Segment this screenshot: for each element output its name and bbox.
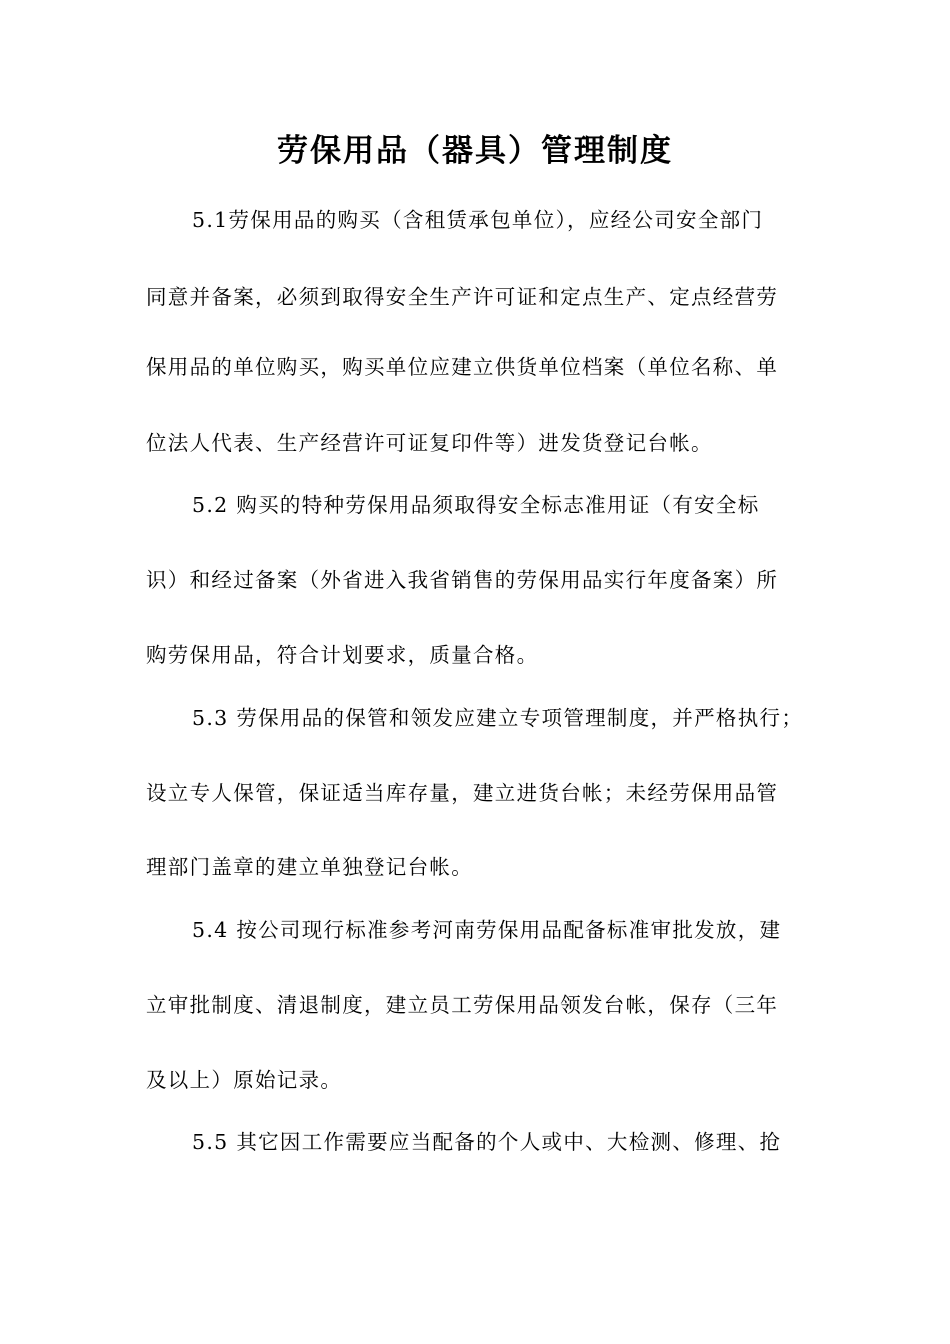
paragraph-line: 位法人代表、生产经营许可证复印件等）进发货登记台帐。 (146, 431, 713, 455)
paragraph-line: 立审批制度、清退制度，建立员工劳保用品领发台帐，保存（三年 (146, 993, 779, 1017)
paragraph-line: 识）和经过备案（外省进入我省销售的劳保用品实行年度备案）所 (146, 568, 779, 592)
paragraph-line: 同意并备案，必须到取得安全生产许可证和定点生产、定点经营劳 (146, 285, 779, 309)
document-title: 劳保用品（器具）管理制度 (277, 133, 673, 169)
paragraph-line: 及以上）原始记录。 (146, 1068, 343, 1092)
paragraph-line: 5.3 劳保用品的保管和领发应建立专项管理制度，并严格执行； (192, 706, 804, 730)
paragraph-line: 5.1劳保用品的购买（含租赁承包单位），应经公司安全部门 (192, 208, 764, 232)
paragraph-line: 5.5 其它因工作需要应当配备的个人或中、大检测、修理、抢 (192, 1130, 782, 1154)
paragraph-line: 理部门盖章的建立单独登记台帐。 (146, 855, 473, 879)
paragraph-line: 购劳保用品，符合计划要求，质量合格。 (146, 643, 539, 667)
paragraph-line: 设立专人保管，保证适当库存量，建立进货台帐；未经劳保用品管 (146, 781, 779, 805)
paragraph-line: 保用品的单位购买，购买单位应建立供货单位档案（单位名称、单 (146, 355, 779, 379)
paragraph-line: 5.4 按公司现行标准参考河南劳保用品配备标准审批发放，建 (192, 918, 782, 942)
paragraph-line: 5.2 购买的特种劳保用品须取得安全标志准用证（有安全标 (192, 493, 760, 517)
